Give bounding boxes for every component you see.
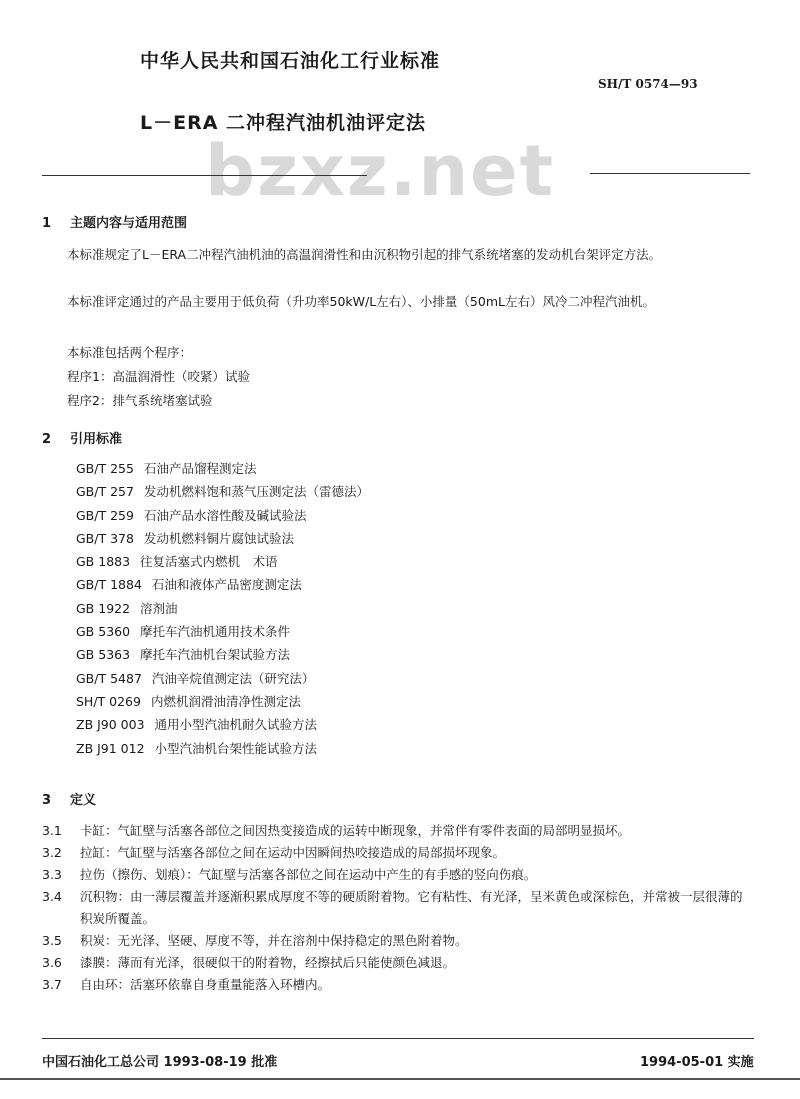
header-rule-right xyxy=(590,173,750,174)
list-item xyxy=(76,597,369,620)
header-rule-left xyxy=(42,175,367,176)
list-item xyxy=(76,643,369,666)
ref-code: SH/T 0269 xyxy=(76,693,141,709)
def-number: 3.5 xyxy=(42,933,62,948)
ref-name: 发动机燃料饱和蒸气压测定法（雷德法） xyxy=(143,484,369,500)
ref-name: 摩托车汽油机台架试验方法 xyxy=(140,647,291,663)
section-heading-3 xyxy=(42,789,96,808)
ref-code: GB 1922 xyxy=(76,600,131,616)
list-item xyxy=(76,480,369,503)
list-item xyxy=(42,820,754,842)
ref-name: 通用小型汽油机耐久试验方法 xyxy=(154,717,318,733)
ref-name: 摩托车汽油机通用技术条件 xyxy=(140,624,291,640)
section-number: 3 xyxy=(42,793,52,808)
ref-code: GB 5363 xyxy=(76,647,131,663)
ref-code: GB/T 1884 xyxy=(76,577,142,593)
list-item xyxy=(76,737,369,760)
list-item xyxy=(76,620,369,643)
def-number: 3.2 xyxy=(42,845,62,860)
approval-statement: 中国石油化工总公司 1993-08-19 批准 xyxy=(42,1055,278,1070)
section-title: 主题内容与适用范围 xyxy=(70,216,188,231)
section-title: 引用标准 xyxy=(70,432,123,447)
def-text: 拉缸：气缸壁与活塞各部位之间在运动中因瞬间热咬接造成的局部损坏现象。 xyxy=(80,845,506,860)
list-item xyxy=(42,952,754,974)
ref-code: GB/T 378 xyxy=(76,530,134,546)
watermark: bzxz.net xyxy=(205,130,556,212)
ref-name: 发动机燃料铜片腐蚀试验法 xyxy=(143,530,294,546)
list-item xyxy=(76,667,369,690)
section-heading-1 xyxy=(42,212,187,231)
paragraph: 本标准评定通过的产品主要用于低负荷（升功率50kW/L左右）、小排量（50mL左右）风冷二冲程汽油机。 xyxy=(67,294,655,309)
paragraph: 本标准规定了L－ERA二冲程汽油机油的高温润滑性和由沉积物引起的排气系统堵塞的发动机台架评定方法。 xyxy=(67,247,662,262)
list-item xyxy=(76,504,369,527)
list-item xyxy=(76,527,369,550)
section-number: 2 xyxy=(42,432,52,447)
def-text: 自由环：活塞环依靠自身重量能落入环槽内。 xyxy=(80,977,331,992)
def-number: 3.6 xyxy=(42,955,62,970)
ref-code: GB 5360 xyxy=(76,624,131,640)
def-text: 沉积物：由一薄层覆盖并逐渐积累成厚度不等的硬质附着物。它有粘性、有光泽，呈米黄色或深棕色，并常被一层很薄的积炭所覆盖。 xyxy=(80,889,743,926)
def-number: 3.1 xyxy=(42,823,62,838)
reference-list xyxy=(76,457,369,760)
footer-rule xyxy=(42,1038,754,1039)
def-number: 3.7 xyxy=(42,977,62,992)
list-item xyxy=(42,930,754,952)
ref-name: 石油产品馏程测定法 xyxy=(143,461,257,476)
ref-code: GB 1883 xyxy=(76,554,131,570)
ref-name: 石油产品水溶性酸及碱试验法 xyxy=(143,507,307,523)
document-title: L－ERA 二冲程汽油机油评定法 xyxy=(140,112,427,134)
paragraph: 程序2：排气系统堵塞试验 xyxy=(67,393,213,408)
def-number: 3.3 xyxy=(42,867,62,882)
ref-name: 汽油辛烷值测定法（研究法） xyxy=(151,670,315,686)
ref-name: 石油和液体产品密度测定法 xyxy=(151,577,302,593)
ref-name: 往复活塞式内燃机 术语 xyxy=(140,554,278,570)
ref-name: 小型汽油机台架性能试验方法 xyxy=(154,740,318,756)
page-bottom-edge xyxy=(0,1078,800,1080)
ref-code: GB/T 5487 xyxy=(76,670,142,686)
def-text: 漆膜：薄而有光泽，很硬似干的附着物，经擦拭后只能使颜色减退。 xyxy=(80,955,456,970)
list-item xyxy=(42,886,754,930)
list-item xyxy=(42,864,754,886)
section-number: 1 xyxy=(42,216,52,231)
ref-name: 溶剂油 xyxy=(140,600,178,616)
ref-name: 内燃机润滑油清净性测定法 xyxy=(150,693,301,709)
def-text: 拉伤（擦伤、划痕）：气缸壁与活塞各部位之间在运动中产生的有手感的竖向伤痕。 xyxy=(80,867,537,882)
list-item xyxy=(76,457,369,480)
list-item xyxy=(76,690,369,713)
paragraph: 本标准包括两个程序： xyxy=(67,345,193,360)
ref-code: ZB J90 003 xyxy=(76,717,145,733)
ref-code: ZB J91 012 xyxy=(76,740,145,756)
def-number: 3.4 xyxy=(42,889,62,904)
list-item xyxy=(76,713,369,736)
list-item xyxy=(42,842,754,864)
standard-category: 中华人民共和国石油化工行业标准 xyxy=(140,50,441,72)
list-item xyxy=(42,974,754,996)
ref-code: GB/T 259 xyxy=(76,507,134,523)
list-item xyxy=(76,573,369,596)
paragraph: 程序1：高温润滑性（咬紧）试验 xyxy=(67,369,250,384)
def-text: 卡缸：气缸壁与活塞各部位之间因热变接造成的运转中断现象，并常伴有零件表面的局部明显损坏。 xyxy=(80,823,631,838)
definition-list xyxy=(42,820,754,996)
list-item xyxy=(76,550,369,573)
ref-code: GB/T 255 xyxy=(76,461,134,476)
section-title: 定义 xyxy=(70,793,97,808)
def-text: 积炭：无光泽、坚硬、厚度不等，并在溶剂中保持稳定的黑色附着物。 xyxy=(80,933,468,948)
standard-code: SH/T 0574—93 xyxy=(598,77,698,91)
implementation-date: 1994-05-01 实施 xyxy=(640,1055,754,1070)
section-heading-2 xyxy=(42,428,122,447)
ref-code: GB/T 257 xyxy=(76,484,134,500)
